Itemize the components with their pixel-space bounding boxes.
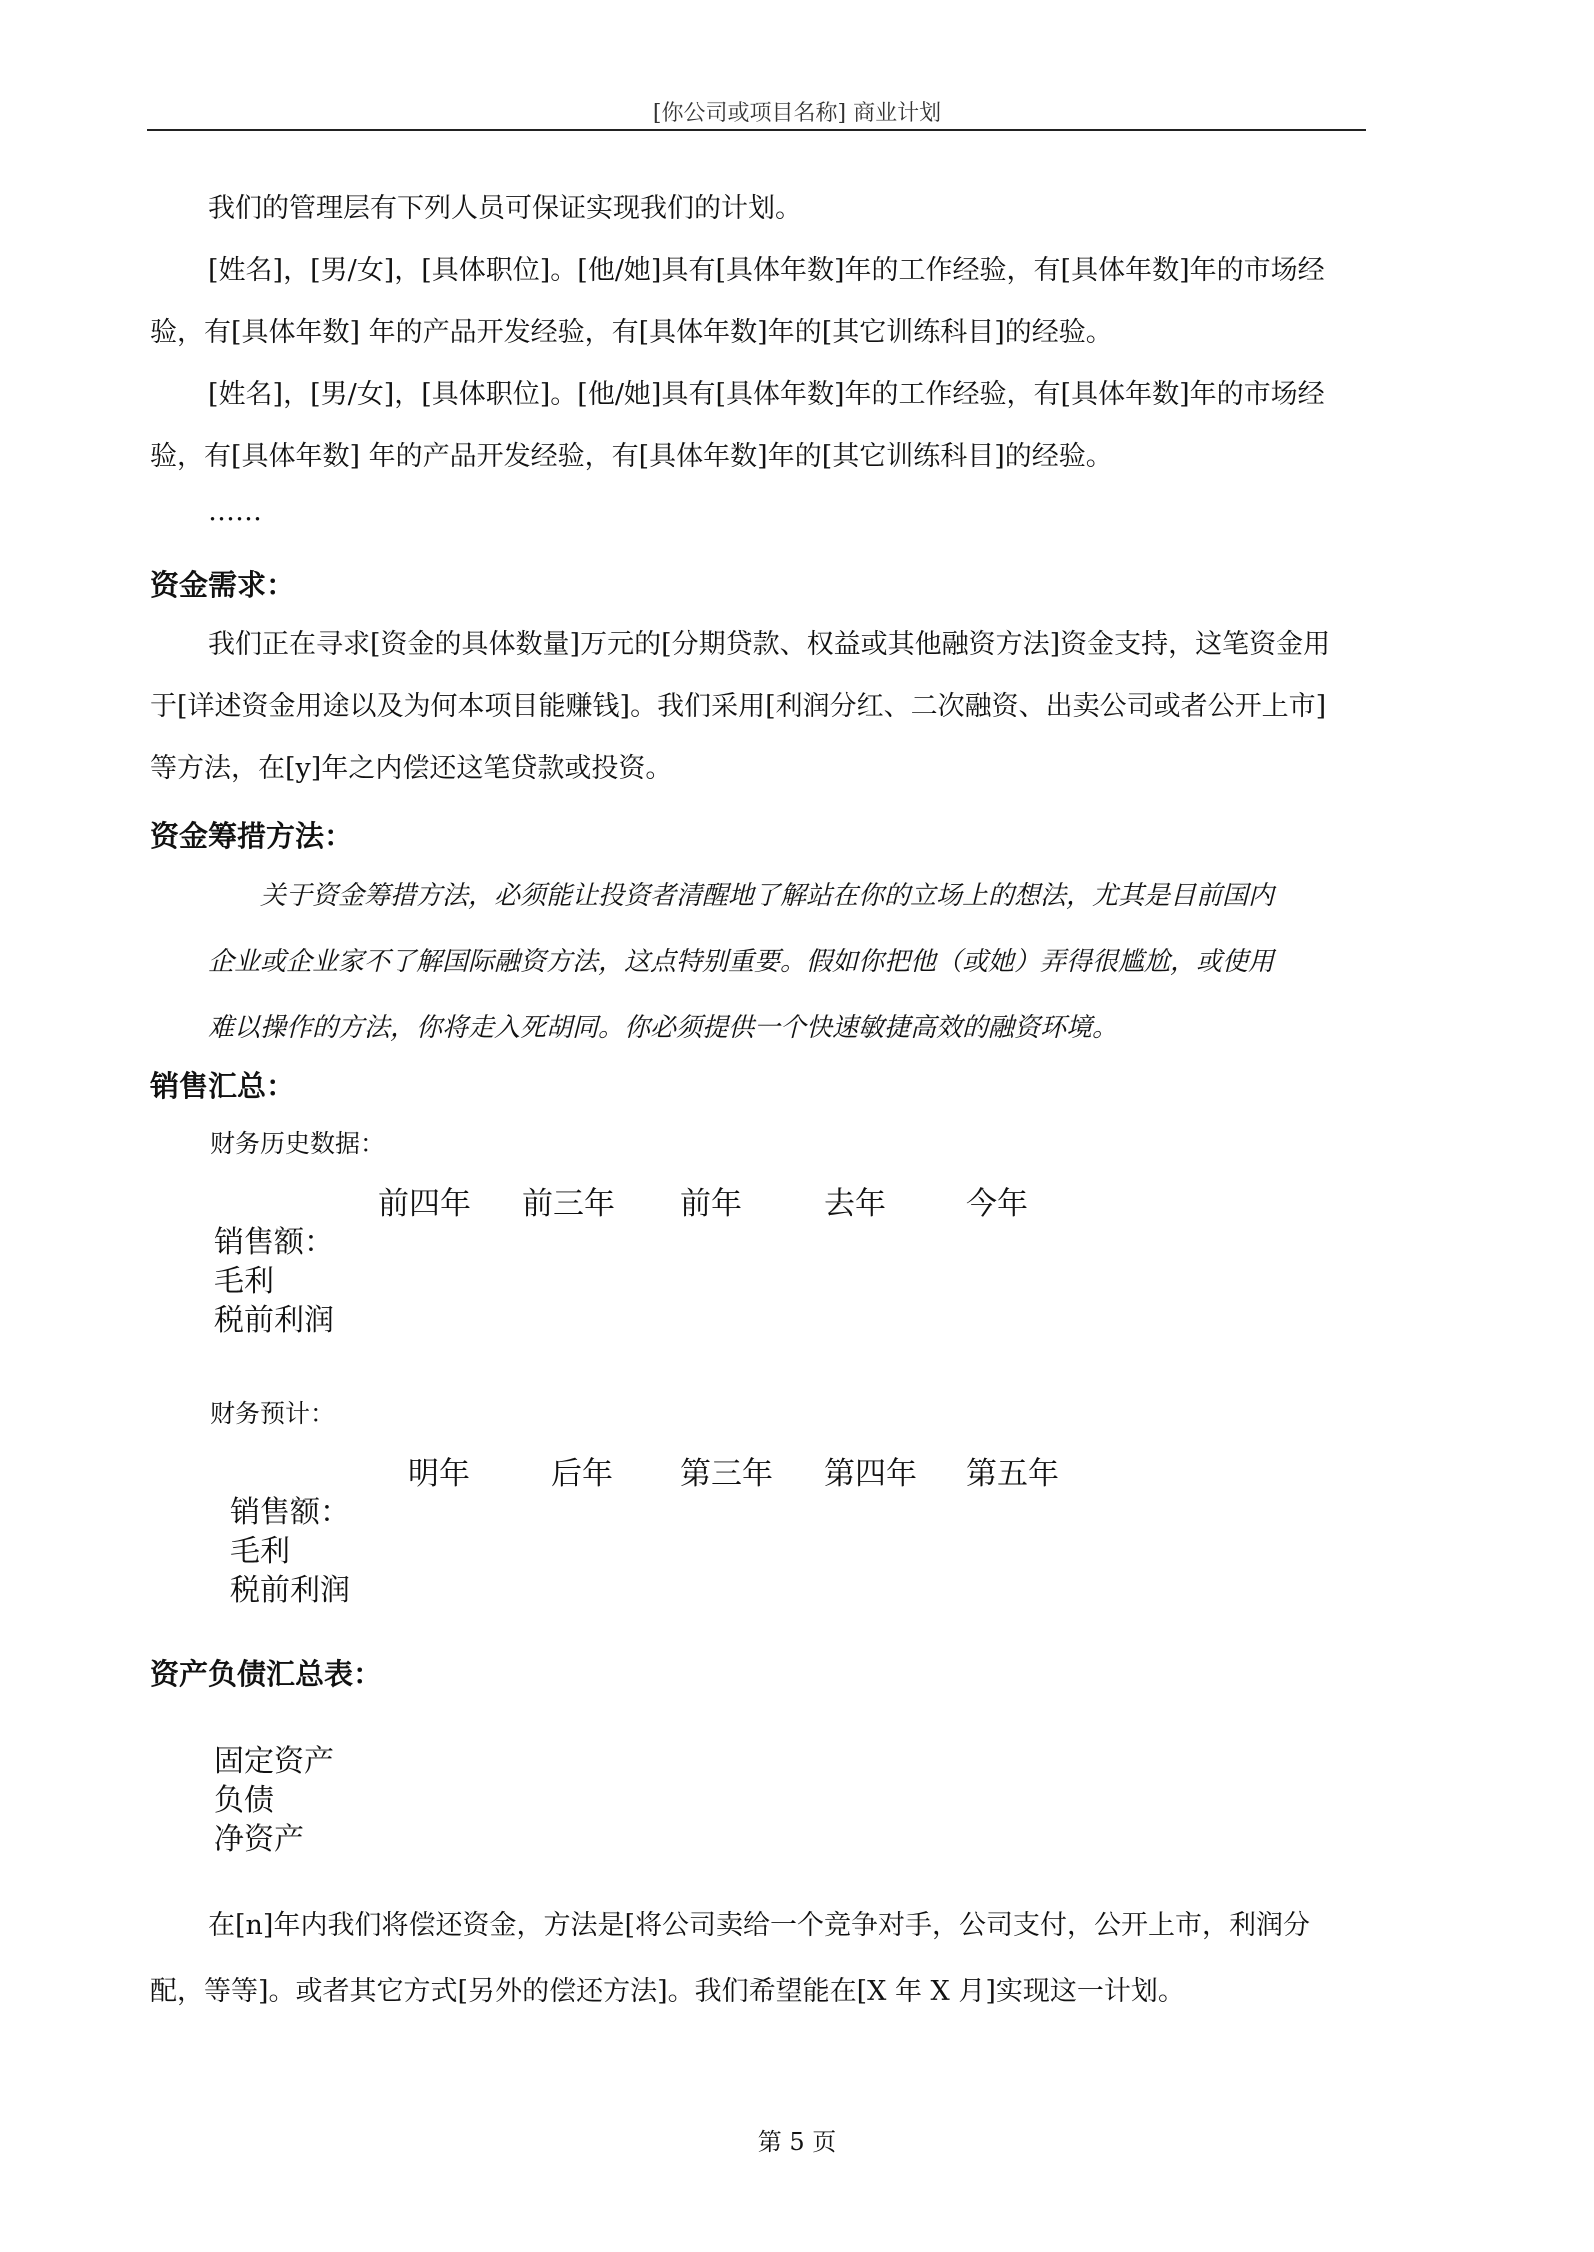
raising-line1: 关于资金筹措方法，必须能让投资者清醒地了解站在你的立场上的想法，尤其是目前国内: [260, 881, 1275, 911]
raising-line2: 企业或企业家不了解国际融资方法，这点特别重要。假如你把他（或她）弄得很尴尬，或使用: [208, 947, 1275, 977]
management-p1-line2: 验，有[具体年数] 年的产品开发经验，有[具体年数]年的[其它训练科目]的经验。: [150, 317, 1113, 348]
funding-line3: 等方法，在[y]年之内偿还这笔贷款或投资。: [150, 753, 673, 784]
management-p2-line2: 验，有[具体年数] 年的产品开发经验，有[具体年数]年的[其它训练科目]的经验。: [150, 441, 1113, 472]
history-col-3: 前年: [680, 1186, 742, 1222]
forecast-row-pretax: 税前利润: [230, 1573, 350, 1608]
history-row-pretax: 税前利润: [214, 1303, 334, 1338]
history-col-4: 去年: [824, 1186, 886, 1222]
history-label: 财务历史数据：: [210, 1129, 386, 1158]
repay-line1: 在[n]年内我们将偿还资金，方法是[将公司卖给一个竞争对手，公司支付，公开上市，利润分: [208, 1910, 1310, 1941]
funding-line2: 于[详述资金用途以及为何本项目能赚钱]。我们采用[利润分红、二次融资、出卖公司或者公开上市]: [150, 691, 1327, 722]
page-header: [你公司或项目名称] 商业计划: [652, 101, 942, 126]
balance-row-fixed-assets: 固定资产: [214, 1744, 334, 1779]
history-col-5: 今年: [966, 1186, 1028, 1222]
management-p2-line1: [姓名]，[男/女]，[具体职位]。[他/她]具有[具体年数]年的工作经验，有[具体年数]年的市场经: [208, 379, 1325, 410]
forecast-col-1: 明年: [408, 1456, 470, 1492]
header-rule: [147, 129, 1366, 131]
history-col-1: 前四年: [378, 1186, 471, 1222]
forecast-col-4: 第四年: [824, 1456, 917, 1492]
history-row-sales: 销售额：: [214, 1225, 334, 1260]
balance-row-liabilities: 负债: [214, 1783, 274, 1818]
sales-heading: 销售汇总：: [150, 1069, 296, 1103]
funding-heading: 资金需求：: [150, 568, 296, 602]
raising-heading: 资金筹措方法：: [150, 819, 354, 853]
page-number: 第 5 页: [757, 2128, 837, 2156]
forecast-row-sales: 销售额：: [230, 1495, 350, 1530]
forecast-col-3: 第三年: [680, 1456, 773, 1492]
raising-line3: 难以操作的方法，你将走入死胡同。你必须提供一个快速敏捷高效的融资环境。: [208, 1013, 1119, 1043]
forecast-row-gross: 毛利: [230, 1534, 290, 1569]
management-ellipsis: ……: [208, 496, 262, 527]
management-p1-line1: [姓名]，[男/女]，[具体职位]。[他/她]具有[具体年数]年的工作经验，有[具体年数]年的市场经: [208, 255, 1325, 286]
management-intro: 我们的管理层有下列人员可保证实现我们的计划。: [208, 193, 802, 224]
balance-row-net-assets: 净资产: [214, 1822, 304, 1857]
forecast-col-5: 第五年: [966, 1456, 1059, 1492]
funding-line1: 我们正在寻求[资金的具体数量]万元的[分期贷款、权益或其他融资方法]资金支持，这笔资金用: [208, 629, 1331, 660]
repay-line2: 配，等等]。或者其它方式[另外的偿还方法]。我们希望能在[X 年 X 月]实现这一计划。: [150, 1976, 1185, 2007]
history-row-gross: 毛利: [214, 1264, 274, 1299]
forecast-col-2: 后年: [551, 1456, 613, 1492]
history-col-2: 前三年: [522, 1186, 615, 1222]
balance-heading: 资产负债汇总表：: [150, 1657, 383, 1691]
forecast-label: 财务预计：: [210, 1399, 336, 1428]
